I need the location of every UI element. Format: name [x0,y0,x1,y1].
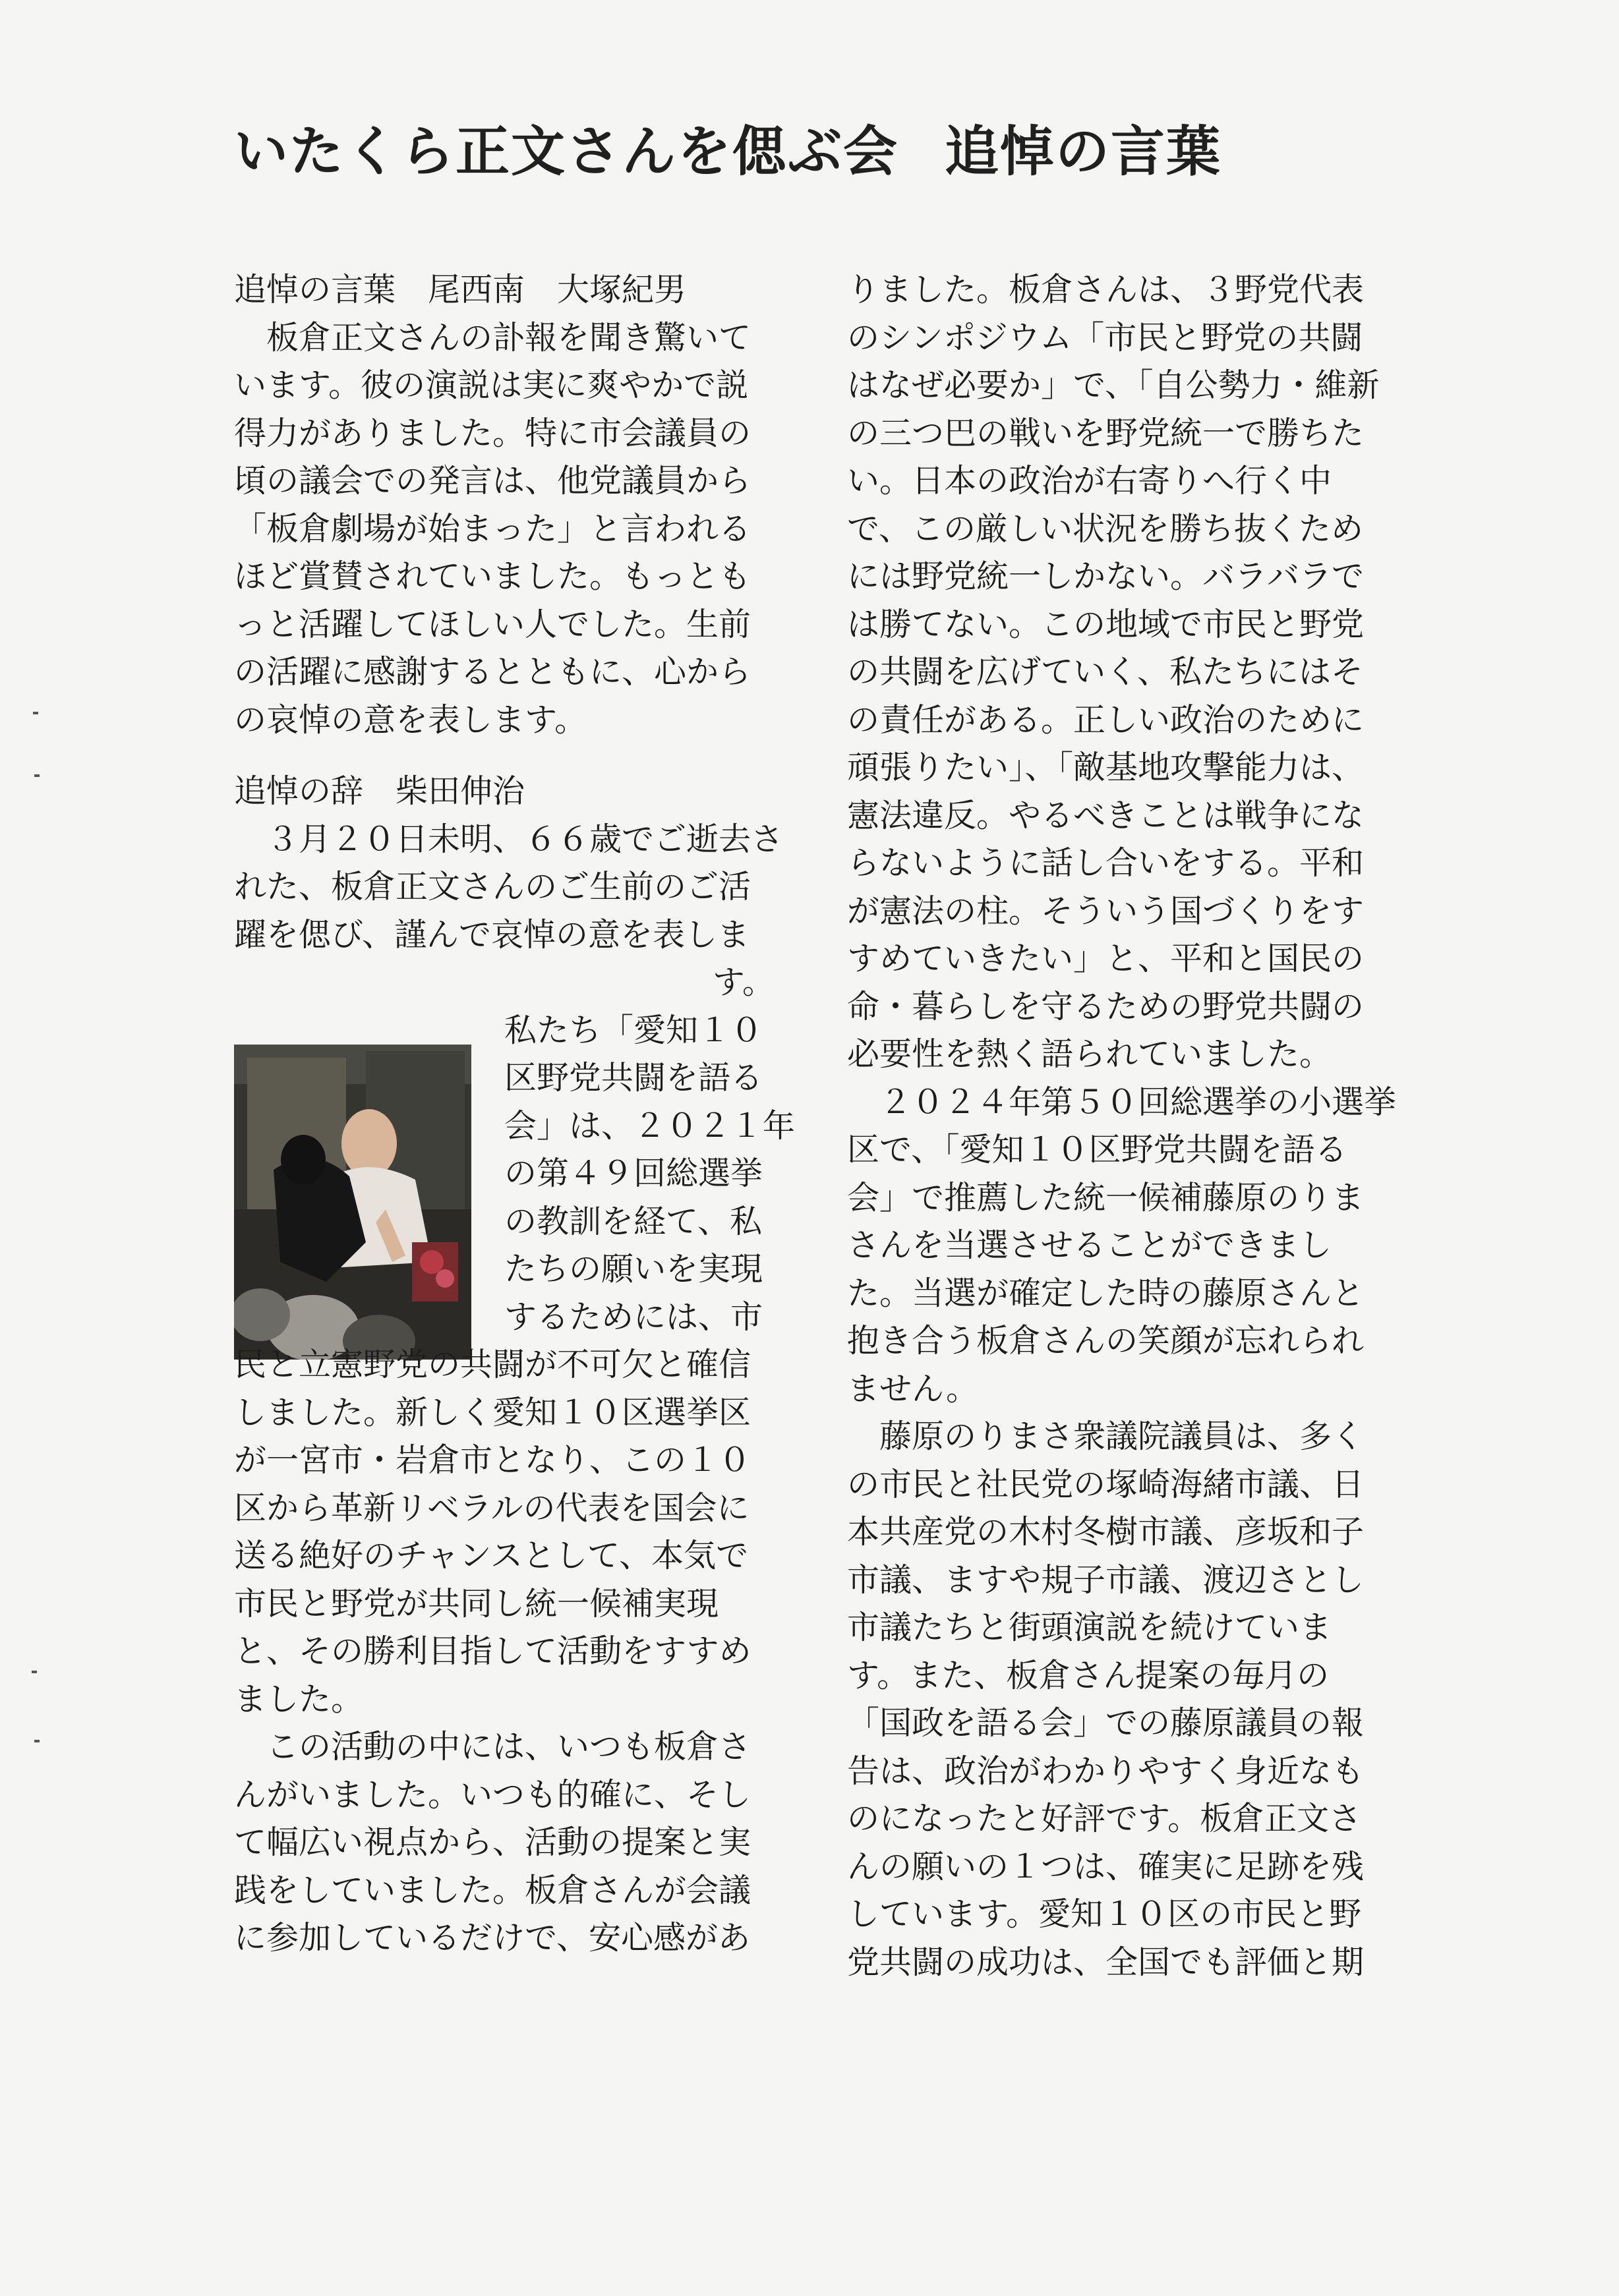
text-line: 命・暮らしを守るための野党共闘の [847,987,1365,1025]
text-line: い。日本の政治が右寄りへ行く中 [847,462,1332,500]
text-line: んの願いの１つは、確実に足跡を残 [847,1847,1365,1885]
text-line: 必要性を熱く語られていました。 [847,1035,1332,1073]
text-line: 抱き合う板倉さんの笑顔が忘れられ [847,1322,1365,1360]
text-line: 頑張りたい」、「敵基地攻撃能力は、 [847,749,1365,786]
text-line: のシンポジウム「市民と野党の共闘 [847,318,1363,357]
text-line: 躍を偲び、謹んで哀悼の意を表しま [234,915,750,954]
text-line: 会」で推薦した統一候補藤原のりま [847,1178,1365,1217]
text-line: と、その勝利目指して活動をすすめ [234,1632,751,1670]
text-line: この活動の中には、いつも板倉さ [234,1728,751,1765]
text-line: 区野党共闘を語る [504,1059,763,1097]
page-title [234,109,1222,186]
text-line: んがいました。いつも的確に、そし [234,1775,751,1814]
text-line: の第４９回総選挙 [504,1155,763,1192]
text-line: 藤原のりまさ衆議院議員は、多く [847,1418,1365,1455]
text-line: りました。板倉さんは、３野党代表 [847,271,1365,308]
text-line: 区から革新リベラルの代表を国会に [234,1489,750,1527]
text-line: て幅広い視点から、活動の提案と実 [234,1823,751,1861]
text-line: 私たち「愛知１０ [504,1011,763,1049]
text-line: 追悼の辞 柴田伸治 [234,772,525,810]
text-line: は勝てない。この地域で市民と野党 [847,605,1365,643]
scan-speck [34,774,40,777]
text-line: すめていきたい」と、平和と国民の [847,940,1365,977]
text-line: に参加しているだけで、安心感があ [234,1919,751,1957]
text-line: が一宮市・岩倉市となり、この１０ [234,1441,751,1479]
text-line: で、この厳しい状況を勝ち抜くため [847,509,1364,548]
title-main: いたくら正文さんを偲ぶ会 [234,121,899,183]
text-line: が憲法の柱。そういう国づくりをす [847,892,1365,930]
text-line: ほど賞賛されていました。もっとも [234,558,751,595]
text-line: 民と立憲野党の共闘が不可欠と確信 [234,1346,751,1383]
text-line: らないように話し合いをする。平和 [847,844,1365,882]
text-line: 践をしていました。板倉さんが会議 [234,1871,751,1909]
text-line: はなぜ必要か」で、「自公勢力・維新 [847,366,1380,404]
text-line: 得力がありました。特に市会議員の [234,414,751,452]
text-line: ました。 [234,1680,364,1718]
text-line: 「板倉劇場が始まった」と言われる [234,509,751,548]
text-line: 市民と野党が共同し統一候補実現 [234,1584,719,1622]
text-line: の市民と社民党の塚崎海緒市議、日 [847,1465,1365,1503]
text-line: 区で、「愛知１０区野党共闘を語る [847,1131,1347,1168]
title-sub: 追悼の言葉 [945,121,1222,183]
text-line: す。また、板倉さん提案の毎月の [847,1656,1330,1694]
text-line: ３月２０日未明、６６歳でご逝去さ [234,820,784,858]
text-line: ２０２４年第５０回総選挙の小選挙 [847,1083,1397,1121]
text-line: 告は、政治がわかりやすく身近なも [847,1752,1365,1790]
text-line: す。 [712,963,775,1001]
text-line: の三つ巴の戦いを野党統一で勝ちた [847,414,1365,452]
text-line: 頃の議会での発言は、他党議員から [234,462,751,500]
text-line: 本共産党の木村冬樹市議、彦坂和子 [847,1513,1365,1551]
text-line: さんを当選させることができまし [847,1226,1332,1264]
text-line: たちの願いを実現 [504,1250,763,1288]
text-line: の哀悼の意を表します。 [234,701,587,739]
text-line: の教訓を経て、私 [504,1202,763,1240]
text-line: た。当選が確定した時の藤原さんと [847,1274,1365,1312]
text-line: には野党統一しかない。バラバラで [847,558,1365,595]
text-line: 憲法違反。やるべきことは戦争にな [847,796,1365,834]
text-line: 板倉正文さんの訃報を聞き驚いて [234,318,751,357]
text-line: の責任がある。正しい政治のために [847,701,1365,739]
right-column [847,266,1397,1986]
text-line: 党共闘の成功は、全国でも評価と期 [847,1943,1365,1981]
text-line: 会」は、２０２１年 [504,1106,796,1145]
text-line: っと活躍してほしい人でした。生前 [234,605,751,643]
text-line: 追悼の言葉 尾西南 大塚紀男 [234,271,687,308]
text-line: れた、板倉正文さんのご生前のご活 [234,868,751,905]
text-line: のになったと好評です。板倉正文さ [847,1800,1362,1837]
text-line: しました。新しく愛知１０区選挙区 [234,1393,751,1431]
text-line: 「国政を語る会」での藤原議員の報 [847,1704,1365,1742]
text-line: の活躍に感謝するとともに、心から [234,653,751,691]
text-line: 送る絶好のチャンスとして、本気で [234,1537,749,1574]
text-line: するためには、市 [504,1298,763,1336]
left-column [234,266,796,1963]
text-line: 市議、ますや規子市議、渡辺さとし [847,1561,1365,1599]
scan-speck [32,1671,37,1673]
scan-speck [34,1740,40,1742]
text-line: います。彼の演説は実に爽やかで説 [234,366,749,404]
text-line: ません。 [847,1369,978,1408]
text-line: 市議たちと街頭演説を続けていま [847,1609,1332,1646]
scan-speck [33,712,38,714]
text-line: の共闘を広げていく、私たちにはそ [847,653,1364,691]
text-line: しています。愛知１０区の市民と野 [847,1895,1362,1933]
